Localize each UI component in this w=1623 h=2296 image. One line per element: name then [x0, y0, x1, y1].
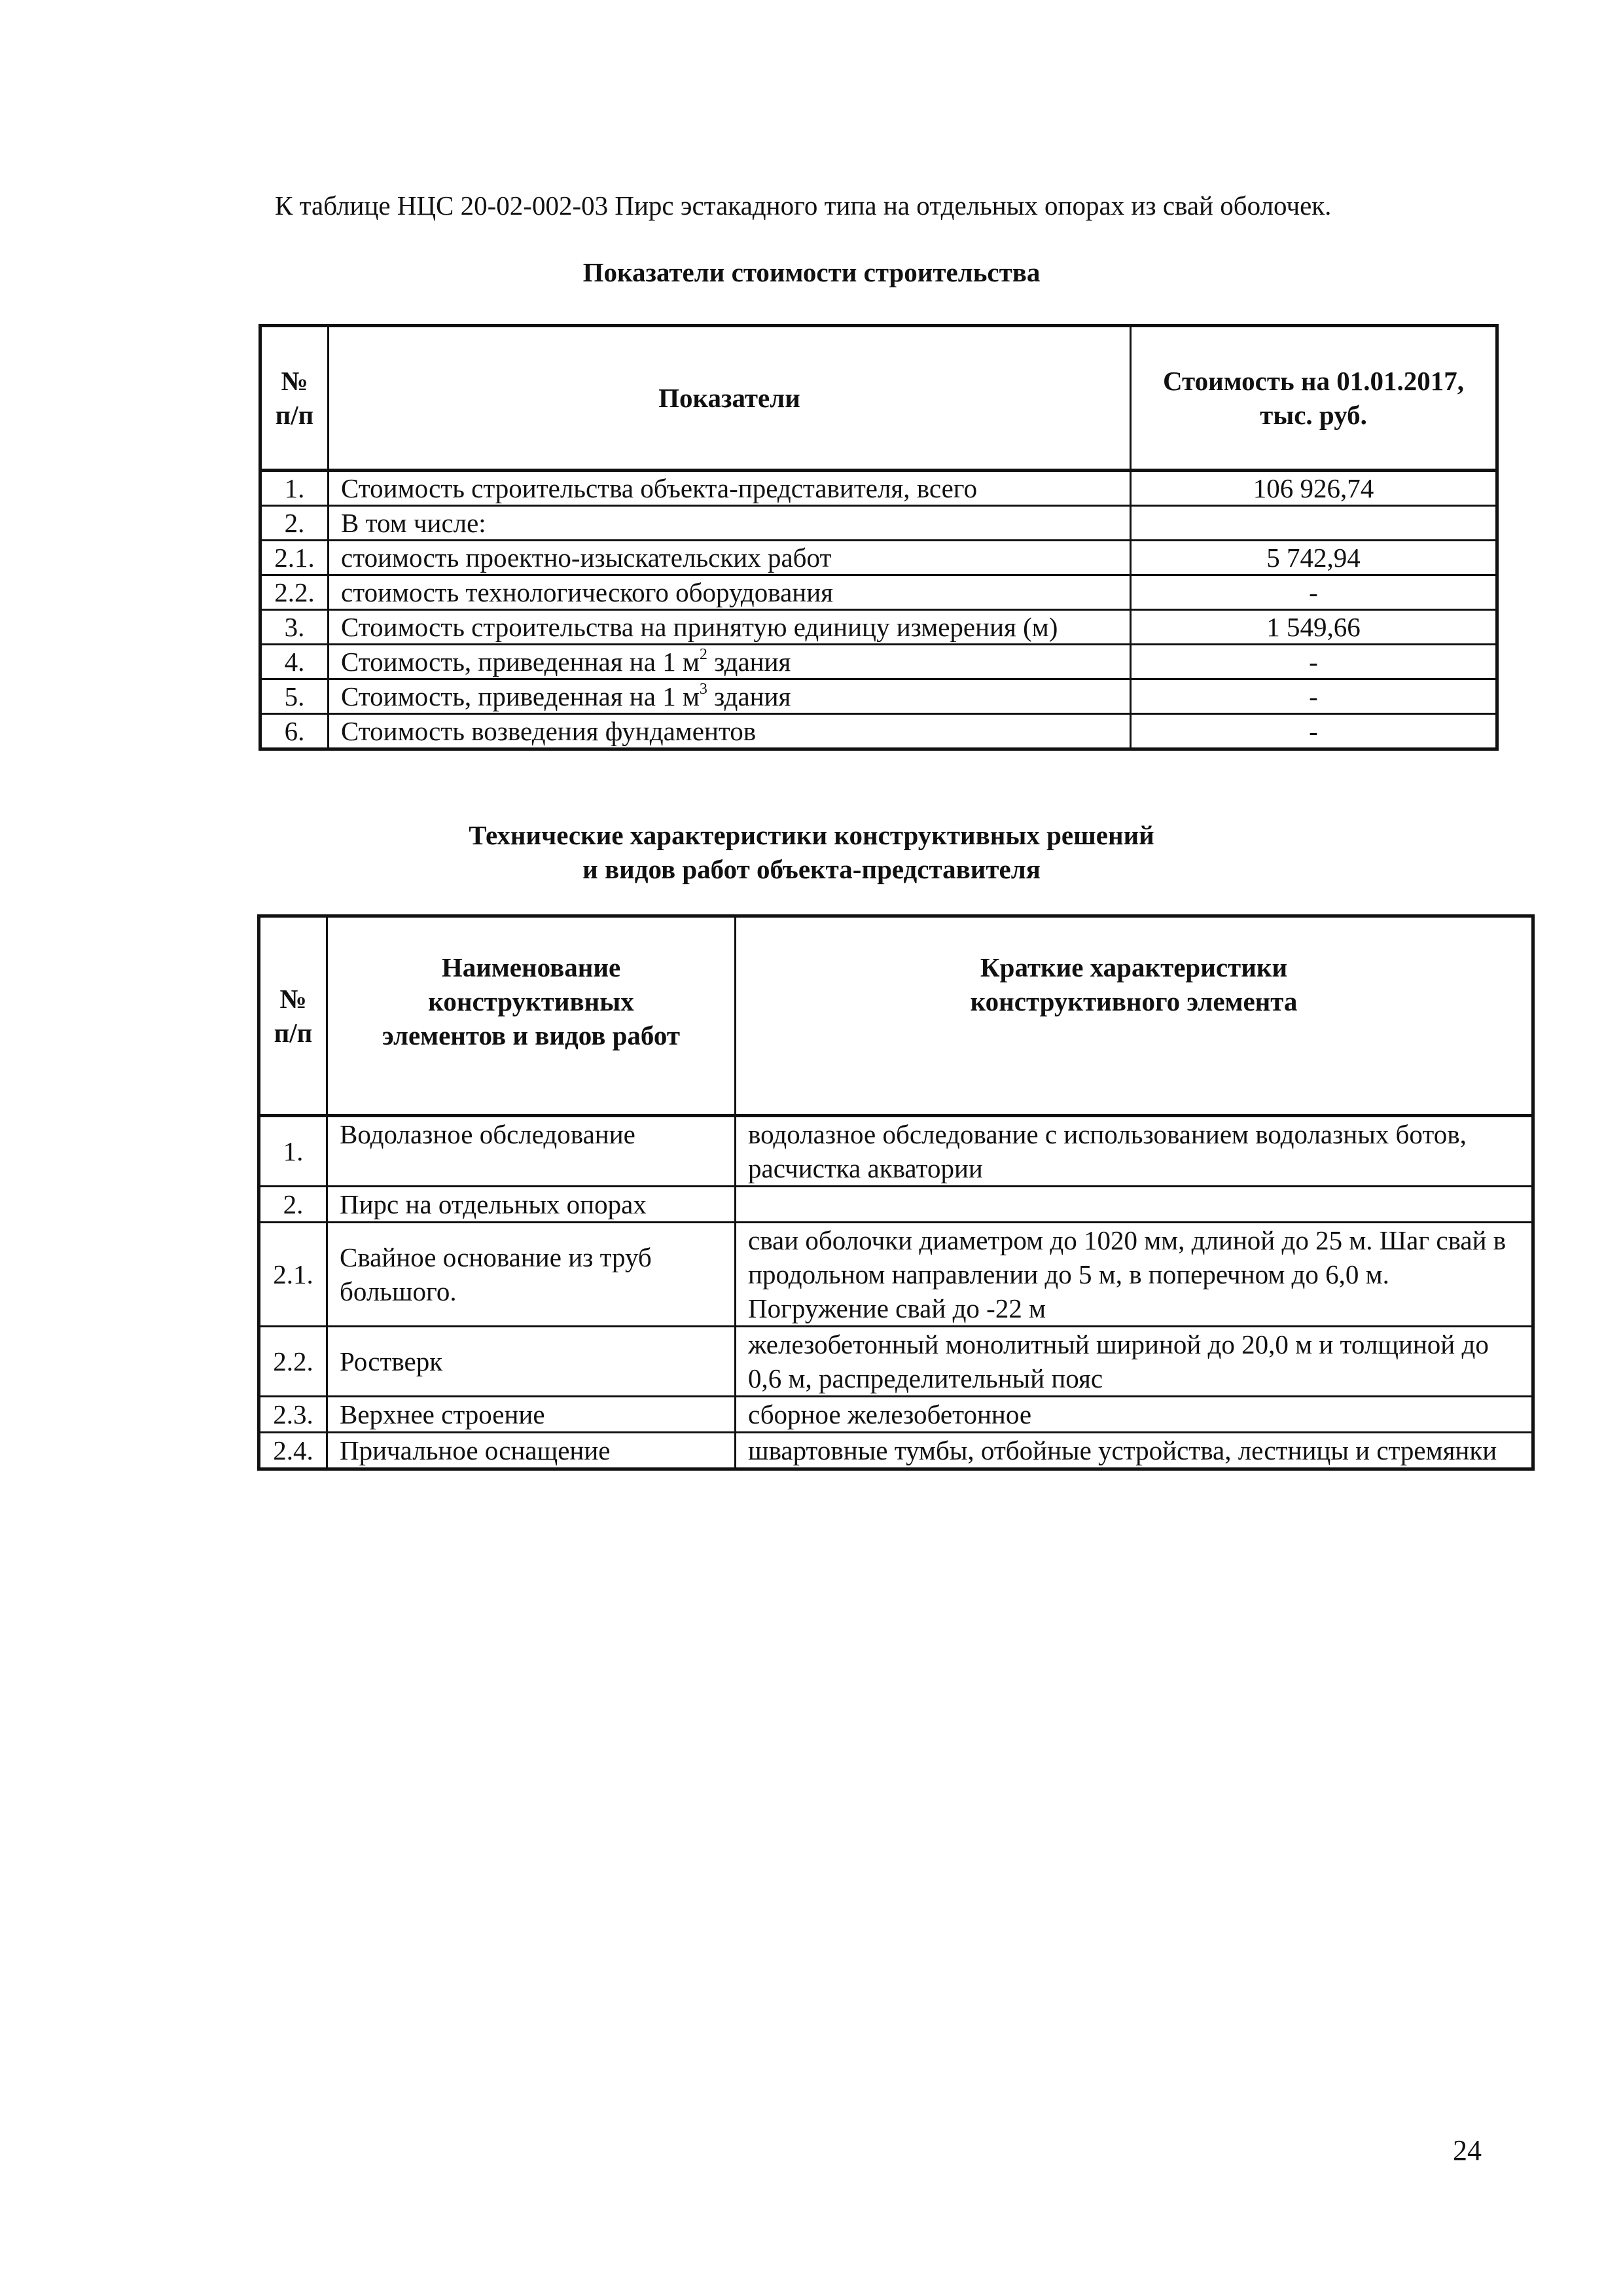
label-text: Стоимость, приведенная на 1 м	[341, 681, 700, 711]
header-element-name: Наименование конструктивных элементов и видов работ	[327, 916, 736, 1116]
header-cost: Стоимость на 01.01.2017, тыс. руб.	[1131, 326, 1497, 471]
row-number: 2.1.	[259, 1223, 327, 1327]
header-indicators: Показатели	[329, 326, 1131, 471]
row-description: сборное железобетонное	[736, 1397, 1533, 1433]
tech-table-title	[0, 818, 1623, 886]
row-description: швартовные тумбы, отбойные устройства, лестницы и стремянки	[736, 1433, 1533, 1469]
row-value	[1131, 506, 1497, 541]
table-row	[259, 1327, 1533, 1397]
row-label: стоимость технологического оборудования	[329, 575, 1131, 610]
label-text: Стоимость, приведенная на 1 м	[341, 647, 700, 677]
label-text-end: здания	[707, 681, 791, 711]
row-label: стоимость проектно-изыскательских работ	[329, 541, 1131, 575]
superscript: 2	[699, 646, 707, 663]
row-value: -	[1131, 679, 1497, 714]
table-row	[260, 575, 1497, 610]
superscript: 3	[699, 681, 707, 698]
label-text-end: здания	[707, 647, 791, 677]
table-row	[259, 1116, 1533, 1187]
technical-characteristics-table	[257, 914, 1535, 1471]
row-number: 5.	[260, 679, 329, 714]
row-number: 2.2.	[260, 575, 329, 610]
row-value: -	[1131, 645, 1497, 679]
row-label	[329, 679, 1131, 714]
row-name: Водолазное обследование	[327, 1116, 736, 1187]
row-value: 106 926,74	[1131, 471, 1497, 506]
row-description: сваи оболочки диаметром до 1020 мм, длиной до 25 м. Шаг свай в продольном направлении до 5 м, в поперечном до 6,0 м. Погружение свай до -22 м	[736, 1223, 1533, 1327]
cost-indicators-table	[259, 324, 1499, 751]
row-label: Стоимость строительства на принятую единицу измерения (м)	[329, 610, 1131, 645]
row-number: 2.2.	[259, 1327, 327, 1397]
row-description	[736, 1187, 1533, 1223]
table-row	[260, 679, 1497, 714]
row-number: 4.	[260, 645, 329, 679]
row-label	[329, 645, 1131, 679]
table-row	[260, 610, 1497, 645]
row-number: 2.4.	[259, 1433, 327, 1469]
row-description: водолазное обследование с использованием водолазных ботов, расчистка акватории	[736, 1116, 1533, 1187]
row-label: Стоимость строительства объекта-представителя, всего	[329, 471, 1131, 506]
table-header-row	[259, 916, 1533, 1116]
cost-table-title: Показатели стоимости строительства	[582, 257, 1041, 287]
page-number: 24	[1453, 2134, 1482, 2166]
table-row	[259, 1397, 1533, 1433]
intro-text: К таблице НЦС 20-02-002-03 Пирс эстакадного типа на отдельных опорах из свай оболочек.	[275, 190, 1332, 221]
row-number: 1.	[259, 1116, 327, 1187]
row-number: 2.3.	[259, 1397, 327, 1433]
row-name: Свайное основание из труб большого.	[327, 1223, 736, 1327]
row-number: 3.	[260, 610, 329, 645]
row-value: 1 549,66	[1131, 610, 1497, 645]
row-number: 6.	[260, 714, 329, 749]
row-value: 5 742,94	[1131, 541, 1497, 575]
row-number: 2.	[259, 1187, 327, 1223]
table-row	[259, 1223, 1533, 1327]
row-value: -	[1131, 575, 1497, 610]
row-name: Пирс на отдельных опорах	[327, 1187, 736, 1223]
row-name: Ростверк	[327, 1327, 736, 1397]
row-value: -	[1131, 714, 1497, 749]
header-number: № п/п	[259, 916, 327, 1116]
table-row	[260, 645, 1497, 679]
header-characteristics: Краткие характеристики конструктивного элемента	[736, 916, 1533, 1116]
table-row	[260, 471, 1497, 506]
row-label: В том числе:	[329, 506, 1131, 541]
table-row	[259, 1433, 1533, 1469]
row-name: Причальное оснащение	[327, 1433, 736, 1469]
row-number: 2.	[260, 506, 329, 541]
row-label: Стоимость возведения фундаментов	[329, 714, 1131, 749]
table-row	[260, 714, 1497, 749]
table-row	[259, 1187, 1533, 1223]
row-number: 1.	[260, 471, 329, 506]
header-number: № п/п	[260, 326, 329, 471]
row-number: 2.1.	[260, 541, 329, 575]
table-row	[260, 506, 1497, 541]
table-header-row	[260, 326, 1497, 471]
tech-table-title-line2: и видов работ объекта-представителя	[582, 854, 1041, 884]
tech-table-title-line1: Технические характеристики конструктивных решений	[469, 820, 1154, 850]
table-row	[260, 541, 1497, 575]
row-name: Верхнее строение	[327, 1397, 736, 1433]
row-description: железобетонный монолитный шириной до 20,0 м и толщиной до 0,6 м, распределительный пояс	[736, 1327, 1533, 1397]
